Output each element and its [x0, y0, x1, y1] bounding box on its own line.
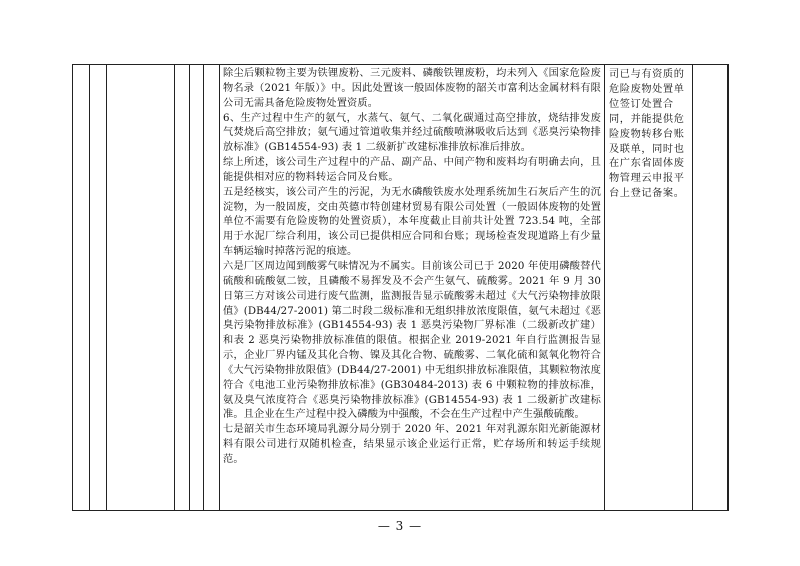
table-cell-col2: [90, 65, 107, 511]
paragraph: 六是厂区周边闻到酸雾气味情况为不属实。目前该公司已于 2020 年使用磷酸替代硫酸和硫酸氨二铵，且磷酸不易挥发及不会产生氨气、硫酸雾。2021 年 9 月 30 日第三方对该公司进行废气监测，监测报告显示硫酸雾未超过《大气污染物排放限值》(DB44/27-2001) 第二时段二级标准和无组织排放浓度限值，氨气未超过《恶臭污染物排放标准》(GB14554-93) 表 1 恶臭污染物厂界标准（二级新改扩建）和表 2 恶臭污染物排放标准值的限值。根据企业 2019-2021 年自行监测报告显示，企业厂界内锰及其化合物、镍及其化合物、硫酸雾、二氧化硫和氮氧化物符合《大气污染物排放限值》(DB44/27-2001) 中无组织排放标准限值，其颗粒物浓度符合《电池工业污染物排放标准》(GB30484-2013) 表 6 中颗粒物的排放标准，氨及臭气浓度符合《恶臭污染物排放标准》(GB14554-93) 表 1 二级新扩改建标准。且企业在生产过程中投入磷酸为中强酸，不会在生产过程中产生强酸硫酸。: [223, 260, 601, 421]
paragraph: 综上所述，该公司生产过程中的产品、副产品、中间产物和废料均有明确去向，且能提供相对应的物料转运合同及台账。: [223, 157, 601, 183]
paragraph: 除尘后颗粒物主要为铁锂废粉、三元废料、磷酸铁锂废粉，均未列入《国家危险废物名录（2021 年版）》中。因此处置该一般固体废物的韶关市富利达金属材料有限公司无需具备危险废物处置资质。: [223, 68, 601, 109]
paragraph: 五是经核实，该公司产生的污泥，为无水磷酸铁废水处理系统加生石灰后产生的沉淀物，为一般固废，交由英德市特创建材贸易有限公司处置（一般固体废物的处置单位不需要有危险废物的处置资质），本年度截止目前共计处置 723.54 吨，全部用于水泥厂综合利用，该公司已提供相应合同和台账；现场检查发现道路上有少量车辆运输时掉落污泥的痕迹。: [223, 186, 601, 258]
table-cell-col9: [693, 65, 728, 511]
main-content-cell: [220, 65, 605, 511]
table-cell-col1: [73, 65, 90, 511]
side-note-cell: [605, 65, 693, 511]
document-table: [72, 64, 729, 511]
side-note: 司已与有资质的危险废物处置单位签订处置合同，并能提供危险废物转移台账及联单，同时也在广东省固体废物管理云申报平台上登记备案。: [609, 69, 685, 200]
table-cell-col4: [175, 65, 190, 511]
table-cell-col3: [107, 65, 175, 511]
page-number: — 3 —: [377, 519, 423, 533]
paragraph: 七是韶关市生态环境局乳源分局分别于 2020 年、2021 年对乳源东阳光新能源材料有限公司进行双随机检查，结果显示该企业运行正常，贮存场所和转运手续规范。: [223, 424, 601, 465]
table-cell-col5: [190, 65, 204, 511]
table-cell-col10: [728, 65, 729, 511]
paragraph: 6、生产过程中生产的氨气，水蒸气、氨气、二氧化碳通过高空排放，烧结排发废气焚烧后高空排放；氨气通过管道收集并经过硫酸喷淋吸收后达到《恶臭污染物排放标准》(GB14554-93) 表 1 二级新扩改建标准排放标准后排放。: [223, 112, 601, 154]
table-cell-col6: [204, 65, 220, 511]
